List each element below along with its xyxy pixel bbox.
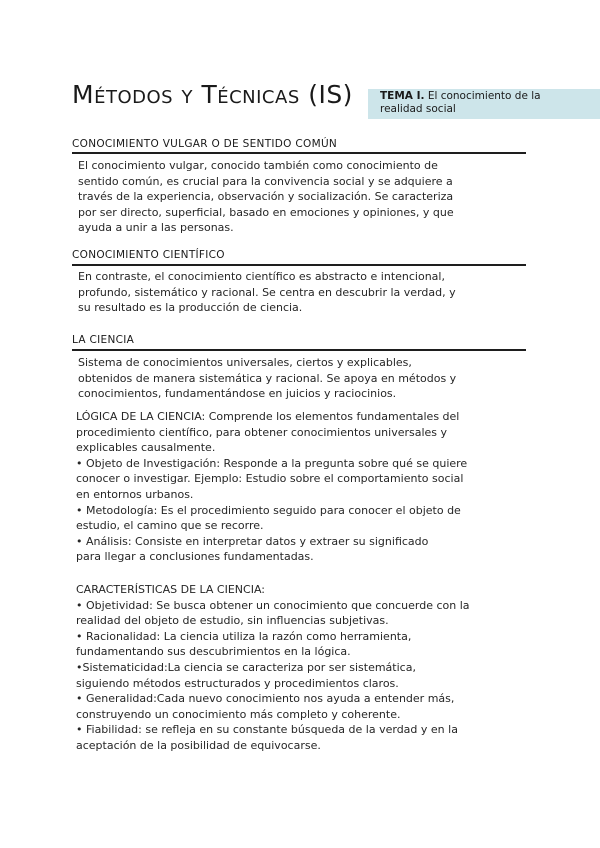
tema-number: TEMA I. <box>380 90 425 102</box>
section-heading-vulgar: CONOCIMIENTO VULGAR O DE SENTIDO COMÚN <box>72 138 338 150</box>
text-line: conocimientos, fundamentándose en juicios y raciocinios. <box>78 387 397 401</box>
tema-label-block <box>380 90 590 116</box>
bullet-item: •Sistematicidad:La ciencia se caracteriza por ser sistemática, <box>76 660 416 674</box>
text-line: través de la experiencia, observación y socialización. Se caracteriza <box>78 190 454 204</box>
text-line: su resultado es la producción de ciencia. <box>78 301 303 315</box>
text-line: sentido común, es crucial para la convivencia social y se adquiere a <box>78 174 453 188</box>
text-line: obtenidos de manera sistemática y racional. Se apoya en métodos y <box>78 371 457 385</box>
section-body-ciencia <box>78 355 524 402</box>
section-divider <box>72 152 526 154</box>
text-line: En contraste, el conocimiento científico es abstracto e intencional, <box>78 270 445 283</box>
text-line: en entornos urbanos. <box>76 487 194 501</box>
tema-text-line-2: realidad social <box>380 103 456 115</box>
caracteristicas-block <box>76 582 526 754</box>
bullet-item: • Análisis: Consiste en interpretar datos y extraer su significado <box>76 534 429 548</box>
tema-text-line-1: El conocimiento de la <box>427 90 541 102</box>
text-line: siguiendo métodos estructurados y procedimientos claros. <box>76 676 399 690</box>
text-line: realidad del objeto de estudio, sin influencias subjetivas. <box>76 614 389 628</box>
bullet-item: • Objeto de Investigación: Responde a la pregunta sobre qué se quiere <box>76 456 468 470</box>
text-line: para llegar a conclusiones fundamentadas. <box>76 550 314 564</box>
text-line: estudio, el camino que se recorre. <box>76 519 264 533</box>
bullet-item: • Metodología: Es el procedimiento seguido para conocer el objeto de <box>76 503 461 517</box>
logica-de-la-ciencia-block <box>76 409 526 565</box>
section-divider <box>72 264 526 266</box>
text-line: ayuda a unir a las personas. <box>78 221 234 235</box>
section-heading-ciencia: LA CIENCIA <box>72 334 135 346</box>
bullet-item: • Generalidad:Cada nuevo conocimiento nos ayuda a entender más, <box>76 692 455 706</box>
section-heading-cientifico: CONOCIMIENTO CIENTÍFICO <box>72 249 225 261</box>
section-body-vulgar <box>78 158 524 236</box>
text-line: LÓGICA DE LA CIENCIA: Comprende los elementos fundamentales del <box>76 410 460 423</box>
text-line: Sistema de conocimientos universales, ciertos y explicables, <box>78 356 412 369</box>
bullet-item: • Racionalidad: La ciencia utiliza la razón como herramienta, <box>76 629 412 643</box>
section-body-cientifico <box>78 269 524 316</box>
bullet-item: • Objetividad: Se busca obtener un conocimiento que concuerde con la <box>76 598 470 612</box>
text-line: fundamentando sus descubrimientos en la lógica. <box>76 645 351 659</box>
text-line: El conocimiento vulgar, conocido también como conocimiento de <box>78 159 438 172</box>
section-divider <box>72 349 526 351</box>
text-line: aceptación de la posibilidad de equivocarse. <box>76 738 321 752</box>
text-line: explicables causalmente. <box>76 441 216 455</box>
text-line: por ser directo, superficial, basado en emociones y opiniones, y que <box>78 205 454 219</box>
text-line: CARACTERÍSTICAS DE LA CIENCIA: <box>76 583 265 596</box>
page-title: Métodos y Técnicas (IS) <box>72 80 353 109</box>
bullet-item: • Fiabilidad: se refleja en su constante búsqueda de la verdad y en la <box>76 723 458 737</box>
text-line: conocer o investigar. Ejemplo: Estudio sobre el comportamiento social <box>76 472 464 486</box>
text-line: procedimiento científico, para obtener conocimientos universales y <box>76 425 448 439</box>
text-line: construyendo un conocimiento más completo y coherente. <box>76 707 401 721</box>
text-line: profundo, sistemático y racional. Se centra en descubrir la verdad, y <box>78 285 456 299</box>
